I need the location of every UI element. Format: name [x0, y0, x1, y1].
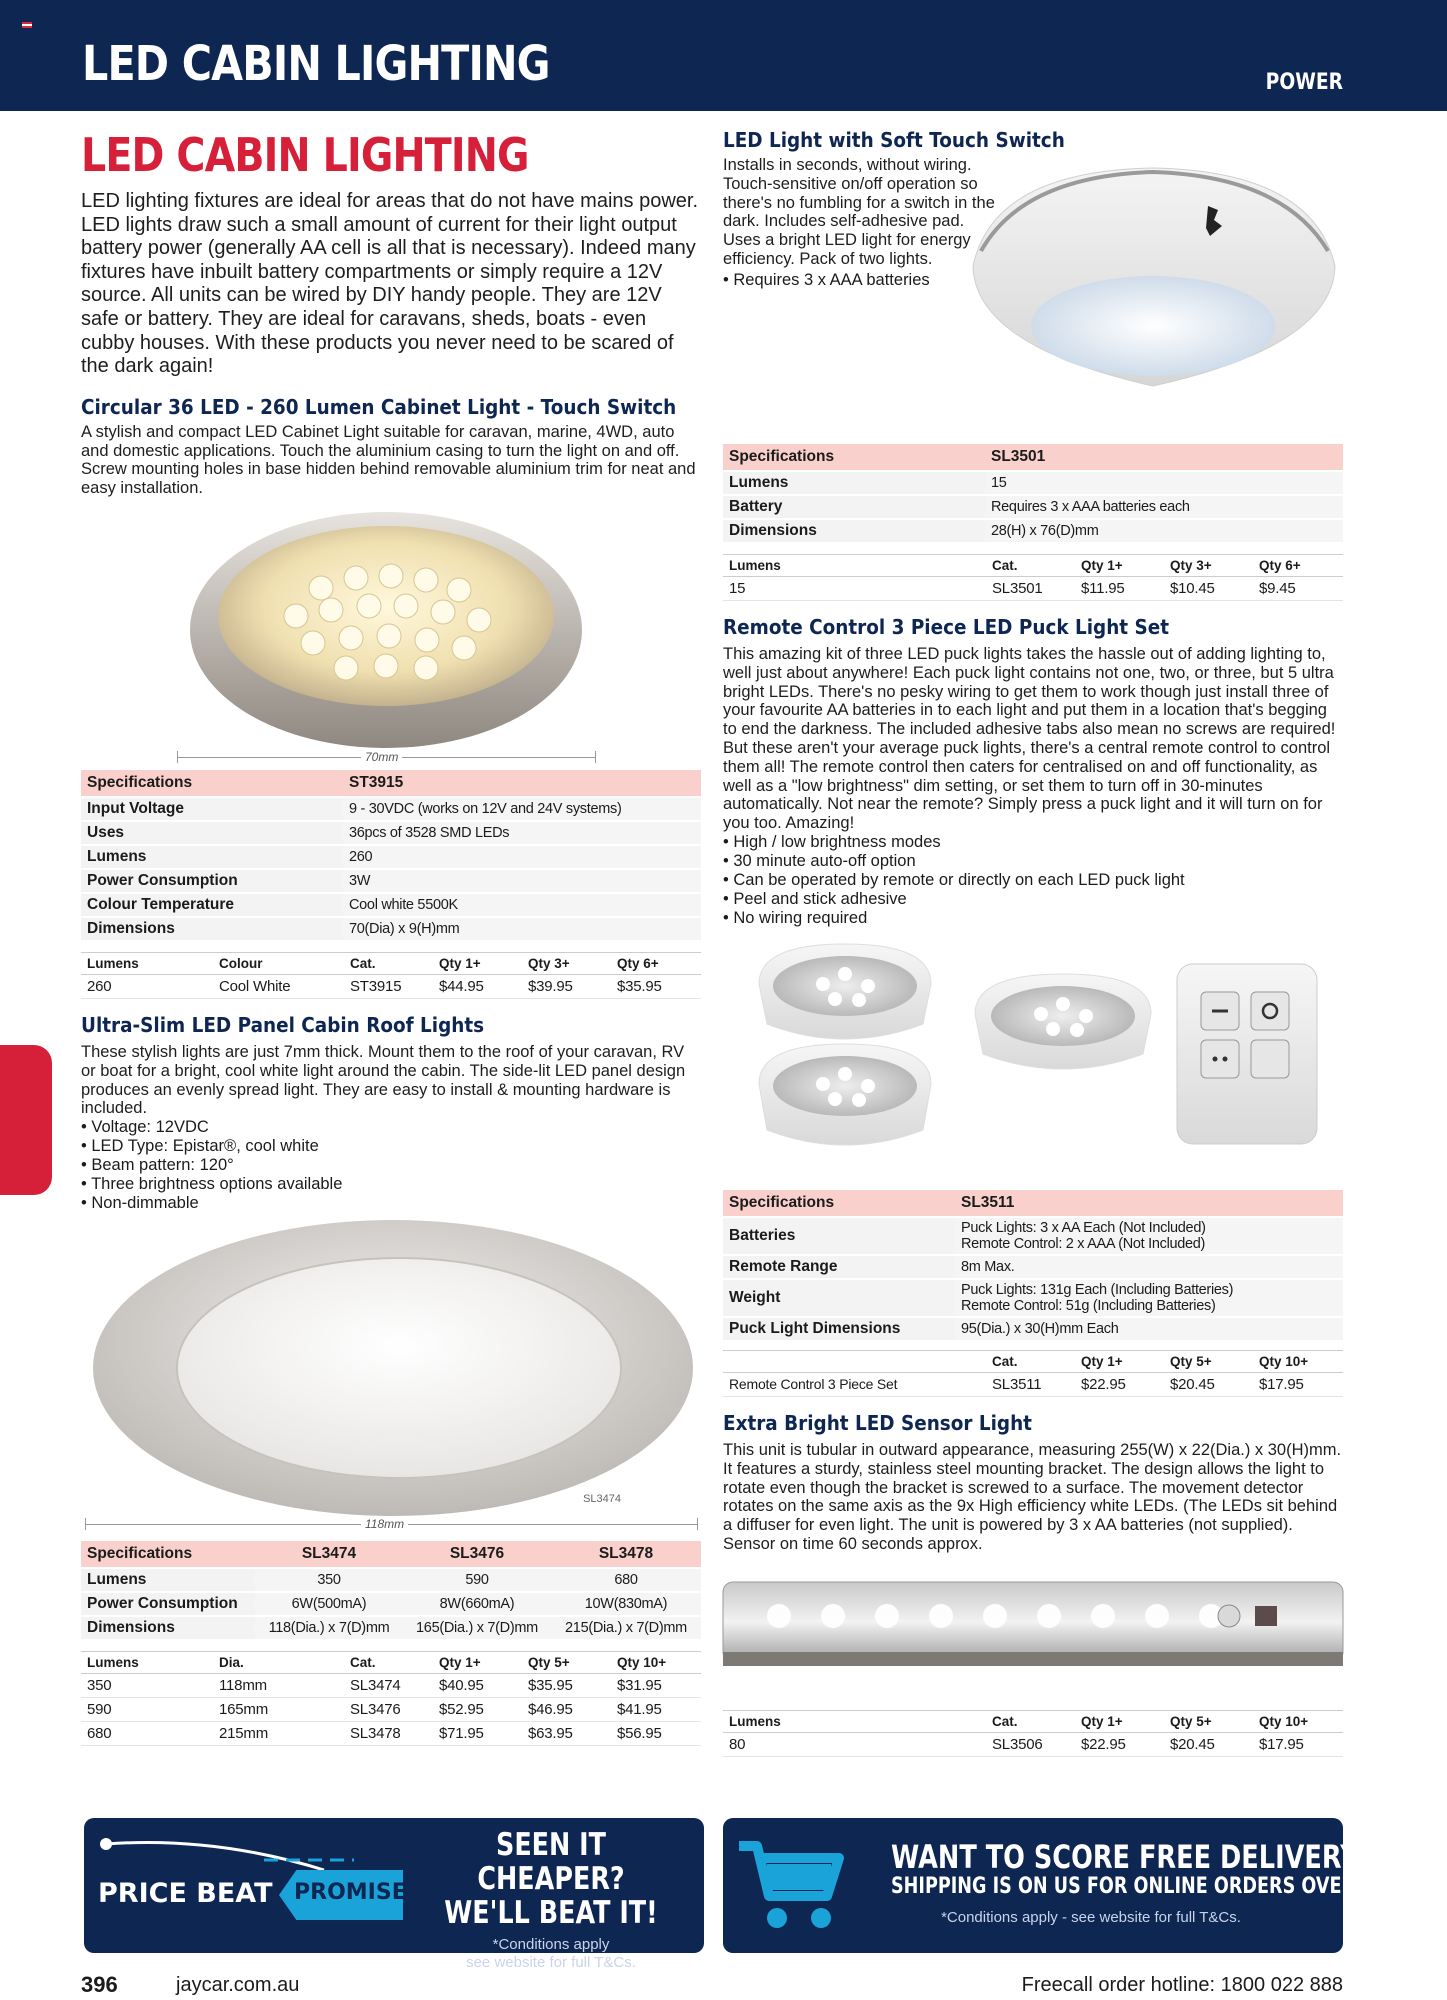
table-row	[81, 1674, 701, 1698]
price-head: Lumens	[723, 1710, 855, 1732]
price-head: Cat.	[344, 952, 433, 974]
spec-row	[81, 1617, 701, 1639]
spec-value: Puck Lights: 131g Each (Including Batteries)	[961, 1281, 1234, 1298]
price-cell: Cool White	[213, 974, 344, 998]
website-link[interactable]: jaycar.com.au	[176, 1974, 300, 1996]
spec-value: 118(Dia.) x 7(D)mm	[255, 1617, 403, 1639]
price-head	[855, 1350, 986, 1372]
spec-value: Cool white 5500K	[343, 894, 701, 916]
price-cell: $35.95	[522, 1674, 611, 1698]
spec-key: Dimensions	[81, 918, 343, 940]
spec-head-cat: SL3474	[255, 1541, 403, 1567]
product-title: Circular 36 LED - 260 Lumen Cabinet Light - Touch Switch	[81, 394, 677, 419]
price-cell: SL3474	[344, 1674, 433, 1698]
product-description: This unit is tubular in outward appearance, measuring 255(W) x 22(Dia.) x 30(H)mm. It features a sturdy, stainless steel mounting bracket. The design allows the light to rotate even though the bracket is screwed to a surface. The movement detector rotates on the same axis as the 9x High efficiency white LEDs. (The LEDs sit behind a diffuser for even light. The unit is powered by 3 x AA batteries (not supplied). Sensor on time 60 seconds approx.	[723, 1440, 1342, 1553]
spec-row	[81, 822, 701, 844]
spec-row	[723, 1218, 1343, 1254]
spec-key: Lumens	[81, 846, 343, 868]
spec-value: Remote Control: 2 x AAA (Not Included)	[961, 1235, 1206, 1252]
price-cell: SL3501	[986, 577, 1075, 601]
spec-row	[723, 520, 1343, 542]
spec-head-cat: SL3478	[551, 1541, 701, 1567]
price-head: Qty 1+	[1075, 1710, 1164, 1732]
spec-table	[81, 768, 701, 942]
price-cell: 118mm	[213, 1674, 344, 1698]
price-head: Cat.	[986, 555, 1075, 577]
banner-note: *Conditions apply	[492, 1936, 610, 1953]
price-head: Lumens	[81, 1652, 213, 1674]
price-head	[855, 555, 986, 577]
spec-key: Puck Light Dimensions	[723, 1318, 955, 1340]
price-head	[723, 1350, 855, 1372]
spec-head-cat: SL3511	[955, 1190, 1343, 1216]
price-cell: SL3476	[344, 1698, 433, 1722]
spec-row	[723, 1280, 1343, 1316]
list-item: • Requires 3 x AAA batteries	[723, 271, 998, 290]
price-beat-label: PRICE BEAT	[98, 1878, 273, 1909]
price-head: Qty 6+	[611, 952, 701, 974]
spec-value: 28(H) x 76(D)mm	[985, 520, 1343, 542]
intro-text: LED lighting fixtures are ideal for areas that do not have mains power. LED lights draw such a small amount of current for their light output battery power (generally AA cell is all that is necessary). Indeed many fixtures have inbuilt battery compartments or simply require a 12V source. All units can be wired by DIY handy people. They are 12V safe or battery. They are ideal for caravans, sheds, boats - even cubby houses. With these products you never need to be scared of the dark again!	[81, 190, 699, 378]
price-head: Qty 1+	[1075, 1350, 1164, 1372]
page-title: LED CABIN LIGHTING	[82, 36, 550, 92]
spec-value: 6W(500mA)	[255, 1593, 403, 1615]
promise-label: PROMISE	[294, 1880, 407, 1905]
feature-list	[723, 833, 1343, 928]
spec-row	[723, 472, 1343, 494]
product-title: Ultra-Slim LED Panel Cabin Roof Lights	[81, 1012, 485, 1037]
price-head: Qty 10+	[1253, 1350, 1343, 1372]
list-item: • Non-dimmable	[81, 1194, 701, 1213]
intro-title: LED CABIN LIGHTING	[81, 128, 529, 182]
price-head: Qty 1+	[1075, 555, 1164, 577]
price-beat-banner[interactable]	[84, 1818, 704, 1971]
price-head: Cat.	[986, 1710, 1075, 1732]
product-description: A stylish and compact LED Cabinet Light suitable for caravan, marine, 4WD, auto and domestic applications. Touch the aluminium casing to turn the light on and off. Screw mounting holes in base hidden behind removable aluminium trim for neat and easy installation.	[81, 422, 696, 498]
puck-light-image	[723, 944, 1343, 1180]
spec-table	[81, 1539, 701, 1641]
spec-value: 215(Dia.) x 7(D)mm	[551, 1617, 701, 1639]
product-description: These stylish lights are just 7mm thick. Mount them to the roof of your caravan, RV or boat for a bright, cool white light around the cabin. The side-lit LED panel design produces an evenly spread light. They are easy to install & mounting hardware is included.	[81, 1042, 686, 1118]
price-cell: $20.45	[1164, 1372, 1253, 1396]
price-table	[81, 952, 701, 999]
product-title: Remote Control 3 Piece LED Puck Light Set	[723, 615, 1170, 639]
price-cell: SL3506	[986, 1732, 1075, 1756]
spec-row	[81, 1593, 701, 1615]
panel-light-image	[81, 1213, 701, 1515]
spec-value: 36pcs of 3528 SMD LEDs	[343, 822, 701, 844]
price-cell: $35.95	[611, 974, 701, 998]
spec-head-label: Specifications	[81, 1541, 255, 1567]
spec-row	[81, 918, 701, 940]
spec-value: 165(Dia.) x 7(D)mm	[403, 1617, 551, 1639]
price-table	[723, 1710, 1343, 1757]
spec-value: 10W(830mA)	[551, 1593, 701, 1615]
table-row	[81, 1698, 701, 1722]
price-cell: 260	[81, 974, 213, 998]
page-header	[0, 0, 1447, 111]
price-cell: $20.45	[1164, 1732, 1253, 1756]
banner-headline: SEEN IT CHEAPER?	[477, 1827, 625, 1897]
list-item: • High / low brightness modes	[723, 833, 1343, 852]
price-head: Qty 1+	[433, 1652, 522, 1674]
table-row	[723, 1732, 1343, 1756]
spec-key: Colour Temperature	[81, 894, 343, 916]
section-label: POWER	[1265, 70, 1343, 95]
list-item: • LED Type: Epistar®, cool white	[81, 1137, 701, 1156]
spec-head-cat: SL3501	[985, 444, 1343, 470]
feature-list	[81, 1118, 701, 1213]
spec-value: 8m Max.	[955, 1256, 1343, 1278]
spec-key: Lumens	[723, 472, 985, 494]
price-cell: $31.95	[611, 1674, 701, 1698]
banner-headline: WANT TO SCORE FREE DELIVERY?	[891, 1838, 1374, 1876]
price-cell: ST3915	[344, 974, 433, 998]
spec-key: Power Consumption	[81, 870, 343, 892]
product-block	[723, 128, 1343, 418]
spec-key: Batteries	[723, 1218, 955, 1254]
price-cell: 15	[723, 577, 855, 601]
spec-key: Lumens	[81, 1569, 255, 1591]
price-cell	[855, 577, 986, 601]
price-head: Cat.	[344, 1652, 433, 1674]
spec-value: 8W(660mA)	[403, 1593, 551, 1615]
price-head: Lumens	[81, 952, 213, 974]
price-cell: $71.95	[433, 1722, 522, 1746]
swoosh-icon	[94, 1830, 394, 1870]
price-cell: $41.95	[611, 1698, 701, 1722]
page-footer	[81, 1972, 1343, 1996]
spec-value: Remote Control: 51g (Including Batteries)	[961, 1297, 1216, 1314]
spec-row	[81, 846, 701, 868]
spec-value: 95(Dia.) x 30(H)mm Each	[955, 1318, 1343, 1340]
spec-value: 350	[255, 1569, 403, 1591]
price-table	[723, 1350, 1343, 1397]
price-head	[855, 1710, 986, 1732]
price-cell: $40.95	[433, 1674, 522, 1698]
dimension-indicator	[81, 748, 701, 768]
price-cell: 165mm	[213, 1698, 344, 1722]
price-cell: $56.95	[611, 1722, 701, 1746]
spec-value: 9 - 30VDC (works on 12V and 24V systems)	[343, 798, 701, 820]
spec-value: 590	[403, 1569, 551, 1591]
list-item: • Can be operated by remote or directly on each LED puck light	[723, 871, 1343, 890]
price-cell: 350	[81, 1674, 213, 1698]
price-head: Qty 5+	[1164, 1350, 1253, 1372]
price-cell: 680	[81, 1722, 213, 1746]
sensor-light-image	[723, 1568, 1343, 1688]
list-item: • Peel and stick adhesive	[723, 890, 1343, 909]
price-head: Qty 5+	[522, 1652, 611, 1674]
spec-value: 3W	[343, 870, 701, 892]
product-description: Installs in seconds, without wiring. Touch-sensitive on/off operation so there's no fumbling for a switch in the dark. Includes self-adhesive pad. Uses a bright LED light for energy efficiency. Pack of two lights.	[723, 156, 995, 268]
spec-head-cat: ST3915	[343, 770, 701, 796]
spec-key: Power Consumption	[81, 1593, 255, 1615]
list-item: • Three brightness options available	[81, 1175, 701, 1194]
price-head: Qty 1+	[433, 952, 522, 974]
dimension-label: 70mm	[361, 750, 402, 764]
spec-key: Dimensions	[81, 1617, 255, 1639]
price-cell: 215mm	[213, 1722, 344, 1746]
spec-key: Remote Range	[723, 1256, 955, 1278]
price-cell: $39.95	[522, 974, 611, 998]
spec-key: Weight	[723, 1280, 955, 1316]
price-cell: Remote Control 3 Piece Set	[723, 1372, 986, 1396]
dimension-label: 118mm	[361, 1517, 408, 1531]
shopping-cart-icon	[735, 1836, 845, 1936]
right-column	[723, 128, 1343, 1757]
spec-row	[723, 1318, 1343, 1340]
price-cell: 80	[723, 1732, 855, 1756]
price-cell: $46.95	[522, 1698, 611, 1722]
spec-value: 70(Dia) x 9(H)mm	[343, 918, 701, 940]
spec-table	[723, 442, 1343, 544]
table-row	[723, 577, 1343, 601]
price-cell: $17.95	[1253, 1732, 1343, 1756]
spec-value: 260	[343, 846, 701, 868]
banner-headline: WE'LL BEAT IT!	[444, 1895, 658, 1931]
feature-list	[723, 271, 998, 290]
spec-value: 15	[985, 472, 1343, 494]
spec-value: Requires 3 x AAA batteries each	[985, 496, 1343, 518]
table-row	[81, 974, 701, 998]
spec-value: 680	[551, 1569, 701, 1591]
list-item: • 30 minute auto-off option	[723, 852, 1343, 871]
price-cell: $9.45	[1253, 577, 1343, 601]
price-head: Colour	[213, 952, 344, 974]
touch-light-image	[963, 156, 1343, 396]
list-item: • Beam pattern: 120°	[81, 1156, 701, 1175]
spec-row	[81, 870, 701, 892]
spec-head-label: Specifications	[723, 1190, 955, 1216]
price-cell: $52.95	[433, 1698, 522, 1722]
spec-value: Puck Lights: 3 x AA Each (Not Included)	[961, 1219, 1206, 1236]
price-cell: SL3511	[986, 1372, 1075, 1396]
flag-icon	[22, 22, 32, 28]
banner-subheadline: SHIPPING IS ON US FOR ONLINE ORDERS OVER $99	[891, 1874, 1398, 1899]
image-label: SL3474	[583, 1493, 621, 1506]
banner-note: *Conditions apply - see website for full T&Cs.	[941, 1909, 1241, 1926]
price-head: Dia.	[213, 1652, 344, 1674]
free-delivery-banner[interactable]	[723, 1818, 1398, 1953]
hotline-text: Freecall order hotline: 1800 022 888	[1021, 1974, 1343, 1996]
price-table	[81, 1651, 701, 1746]
spec-key: Input Voltage	[81, 798, 343, 820]
price-head: Cat.	[986, 1350, 1075, 1372]
list-item: • No wiring required	[723, 909, 1343, 928]
product-title: Extra Bright LED Sensor Light	[723, 1410, 1032, 1435]
spec-key: Dimensions	[723, 520, 985, 542]
price-cell: 590	[81, 1698, 213, 1722]
product-description: This amazing kit of three LED puck lights takes the hassle out of adding lighting to, well just about anywhere! Each puck light contains not one, two, or three, but 5 ultra bright LEDs. There's no pesky wiring to get them to work though just install three of your favourite AA batteries in to each light and put them in a location that's begging to end the darkness. The included adhesive tabs also mean no screws are required! But these aren't your average puck lights, there's a central remote control to control them all! The remote control then caters for centralised on and off functionality, as well as a "low brightness" dim setting, or set them to turn off in 30-minutes automatically. Not near the remote? Simply press a puck light and it will turn on for you too. Amazing!	[723, 645, 1336, 833]
spec-row	[723, 496, 1343, 518]
price-cell: $11.95	[1075, 577, 1164, 601]
spec-head-cat: SL3476	[403, 1541, 551, 1567]
price-cell: $22.95	[1075, 1372, 1164, 1396]
spec-head-label: Specifications	[723, 444, 985, 470]
price-head: Qty 6+	[1253, 555, 1343, 577]
price-cell: $17.95	[1253, 1372, 1343, 1396]
price-table	[723, 554, 1343, 601]
price-head: Qty 5+	[1164, 1710, 1253, 1732]
price-cell: $22.95	[1075, 1732, 1164, 1756]
price-cell: $10.45	[1164, 577, 1253, 601]
dimension-indicator	[81, 1515, 701, 1535]
banner-note: see website for full T&Cs.	[466, 1954, 636, 1971]
spec-table	[723, 1188, 1343, 1342]
price-cell: SL3478	[344, 1722, 433, 1746]
table-row	[81, 1722, 701, 1746]
spec-key: Battery	[723, 496, 985, 518]
cabinet-light-image	[81, 498, 701, 748]
spec-row	[81, 798, 701, 820]
price-cell: $44.95	[433, 974, 522, 998]
price-head: Qty 10+	[611, 1652, 701, 1674]
spec-row	[81, 1569, 701, 1591]
table-row	[723, 1372, 1343, 1396]
page-number: 396	[81, 1972, 118, 1997]
spec-head-label: Specifications	[81, 770, 343, 796]
price-head: Qty 3+	[1164, 555, 1253, 577]
price-cell: $63.95	[522, 1722, 611, 1746]
price-head: Qty 10+	[1253, 1710, 1343, 1732]
spec-row	[81, 894, 701, 916]
left-column	[81, 128, 701, 1746]
price-cell	[855, 1732, 986, 1756]
price-head: Lumens	[723, 555, 855, 577]
spec-row	[723, 1256, 1343, 1278]
spec-key: Uses	[81, 822, 343, 844]
price-head: Qty 3+	[522, 952, 611, 974]
product-title: LED Light with Soft Touch Switch	[723, 128, 1065, 152]
section-tab	[0, 1045, 52, 1195]
list-item: • Voltage: 12VDC	[81, 1118, 701, 1137]
